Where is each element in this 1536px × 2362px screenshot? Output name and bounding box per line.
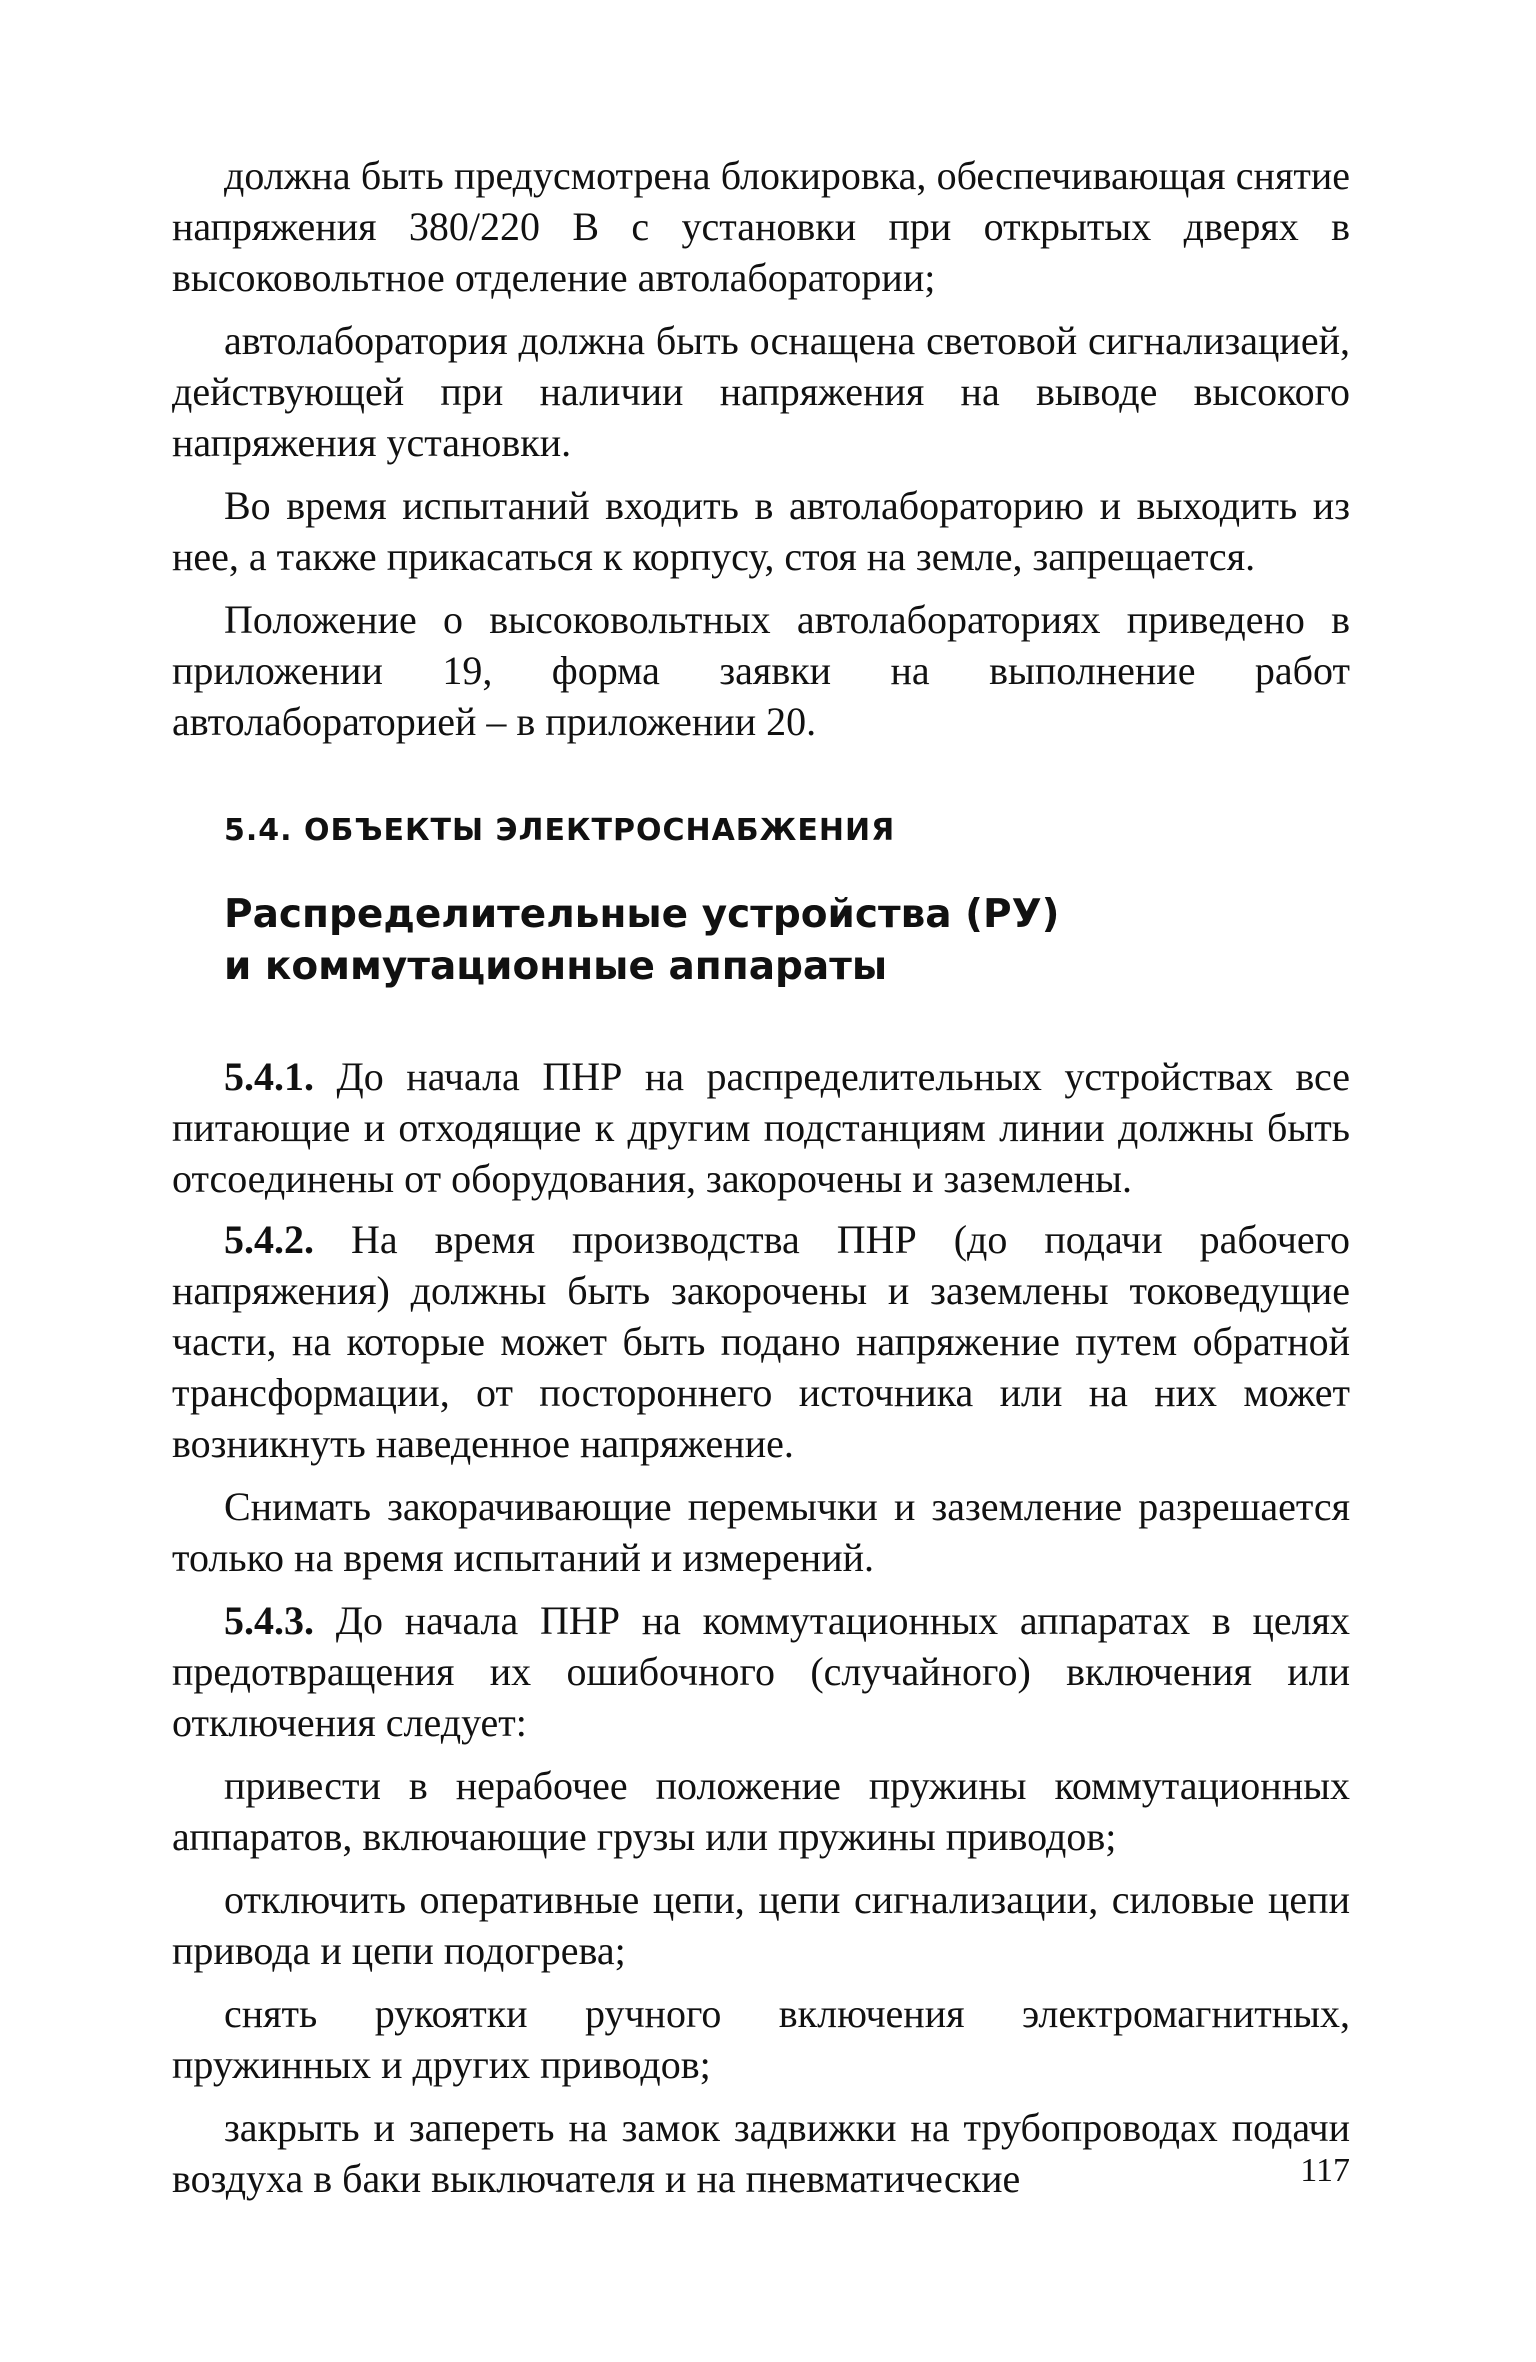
subsection-title-line-1: Распределительные устройства (РУ) xyxy=(224,892,1060,937)
list-item-circuits: отключить оперативные цепи, цепи сигнализации, силовые цепи привода и цепи подогрева; xyxy=(172,1877,1350,1973)
clause-text: На время производства ПНР (до подачи рабочего напряжения) должны быть закорочены и заземлены токоведущие части, на которые может быть подано напряжение путем обратной трансформации, от постороннего источника или на них может возникнуть наведенное напряжение. xyxy=(172,1217,1351,1466)
clause-5-4-1 xyxy=(172,1051,1350,1204)
list-item-springs: привести в нерабочее положение пружины коммутационных аппаратов, включающие грузы или пружины приводов; xyxy=(172,1763,1350,1859)
clause-number: 5.4.3. xyxy=(224,1598,314,1643)
clause-number: 5.4.2. xyxy=(224,1217,314,1262)
paragraph-regulations: Положение о высоковольтных автолабораториях приведено в приложении 19, форма заявки на выполнение работ автолабораторией – в приложении 20. xyxy=(172,597,1350,744)
page-body xyxy=(172,150,1350,2216)
paragraph-blocking: должна быть предусмотрена блокировка, обеспечивающая снятие напряжения 380/220 В с установки при открытых дверях в высоковольтное отделение автолаборатории; xyxy=(172,153,1350,300)
paragraph-remove-jumpers: Снимать закорачивающие перемычки и заземление разрешается только на время испытаний и измерений. xyxy=(172,1484,1350,1580)
paragraph-light-signal: автолаборатория должна быть оснащена световой сигнализацией, действующей при наличии напряжения на выводе высокого напряжения установки. xyxy=(172,318,1350,465)
subsection-title-line-2: и коммутационные аппараты xyxy=(224,944,888,989)
page-number: 117 xyxy=(1300,2152,1350,2189)
subsection-title xyxy=(224,889,1350,993)
clause-text: До начала ПНР на распределительных устройствах все питающие и отходящие к другим подстанциям линии должны быть отсоединены от оборудования, закорочены и заземлены. xyxy=(172,1054,1351,1201)
section-title: 5.4. ОБЪЕКТЫ ЭЛЕКТРОСНАБЖЕНИЯ xyxy=(224,813,896,848)
clause-number: 5.4.1. xyxy=(224,1054,314,1099)
clause-text: До начала ПНР на коммутационных аппаратах в целях предотвращения их ошибочного (случайного) включения или отключения следует: xyxy=(172,1598,1351,1745)
list-item-handles: снять рукоятки ручного включения электромагнитных, пружинных и других приводов; xyxy=(172,1991,1350,2087)
clause-5-4-3 xyxy=(172,1595,1350,1748)
clause-5-4-2 xyxy=(172,1214,1350,1469)
paragraph-test-prohibition: Во время испытаний входить в автолабораторию и выходить из нее, а также прикасаться к корпусу, стоя на земле, запрещается. xyxy=(172,483,1350,579)
list-item-valves: закрыть и запереть на замок задвижки на трубопроводах подачи воздуха в баки выключателя и на пневматические xyxy=(172,2105,1350,2201)
